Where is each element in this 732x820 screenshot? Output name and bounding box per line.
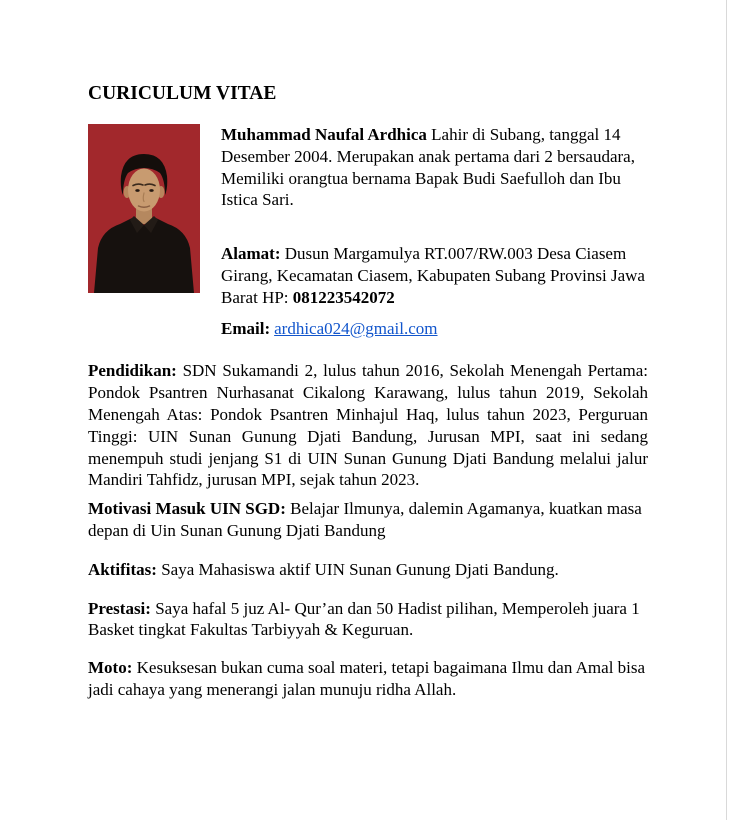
profile-photo — [88, 124, 200, 293]
email-paragraph — [221, 318, 645, 340]
education-paragraph — [88, 360, 648, 491]
profile-photo-image — [88, 124, 200, 293]
profile-text-column — [221, 124, 645, 339]
address-text: Dusun Margamulya RT.007/RW.003 Desa Ciasem Girang, Kecamatan Ciasem, Kabupaten Subang Provinsi Jawa Barat HP: — [221, 244, 645, 307]
intro-paragraph — [221, 124, 645, 211]
achievement-text: Saya hafal 5 juz Al- Qur’an dan 50 Hadist pilihan, Memperoleh juara 1 Basket tingkat Fakultas Tarbiyyah & Keguruan. — [88, 598, 640, 640]
motto-paragraph — [88, 657, 648, 701]
phone-number: 081223542072 — [292, 287, 395, 307]
intro-text: Lahir di Subang, tanggal 14 Desember 2004. Merupakan anak pertama dari 2 bersaudara, Memiliki orangtua bernama Bapak Budi Saefulloh dan Ibu Istica Sari. — [221, 125, 635, 210]
activity-label: Aktifitas: — [88, 559, 157, 579]
page-title: CURICULUM VITAE — [88, 83, 277, 104]
education-label: Pendidikan: — [88, 361, 177, 381]
education-text: SDN Sukamandi 2, lulus tahun 2016, Sekolah Menengah Pertama: Pondok Psantren Nurhasanat Cikalong Karawang, lulus tahun 2019, Sekolah Menengah Atas: Pondok Psantren Minhajul Haq, lulus tahun 2023, Perguruan Tinggi: UIN Sunan Gunung Djati Bandung, Jurusan MPI, saat ini sedang menempuh studi jenjang S1 di UIN Sunan Gunung Djati Bandung melalui jalur Mandiri Tahfidz, jurusan MPI, sejak tahun 2023. — [88, 361, 648, 490]
cv-content — [88, 81, 648, 701]
achievement-paragraph — [88, 598, 648, 642]
profile-section — [88, 124, 648, 339]
motivation-text: Belajar Ilmunya, dalemin Agamanya, kuatkan masa depan di Uin Sunan Gunung Djati Bandung — [88, 499, 642, 540]
motto-label: Moto: — [88, 658, 133, 678]
motto-text: Kesuksesan bukan cuma soal materi, tetapi bagaimana Ilmu dan Amal bisa jadi cahaya yang menerangi jalan munuju ridha Allah. — [88, 658, 646, 699]
address-label: Alamat: — [221, 244, 281, 264]
achievement-label: Prestasi: — [88, 598, 151, 618]
address-paragraph — [221, 243, 645, 308]
motivation-paragraph — [88, 498, 648, 542]
activity-text: Saya Mahasiswa aktif UIN Sunan Gunung Djati Bandung. — [156, 559, 559, 579]
email-label: Email: — [221, 318, 271, 338]
person-name: Muhammad Naufal Ardhica — [221, 125, 427, 144]
motivation-label: Motivasi Masuk UIN SGD: — [88, 499, 286, 519]
page-edge-line — [726, 0, 727, 820]
activity-paragraph — [88, 559, 648, 581]
email-link[interactable]: ardhica024@gmail.com — [274, 318, 438, 338]
